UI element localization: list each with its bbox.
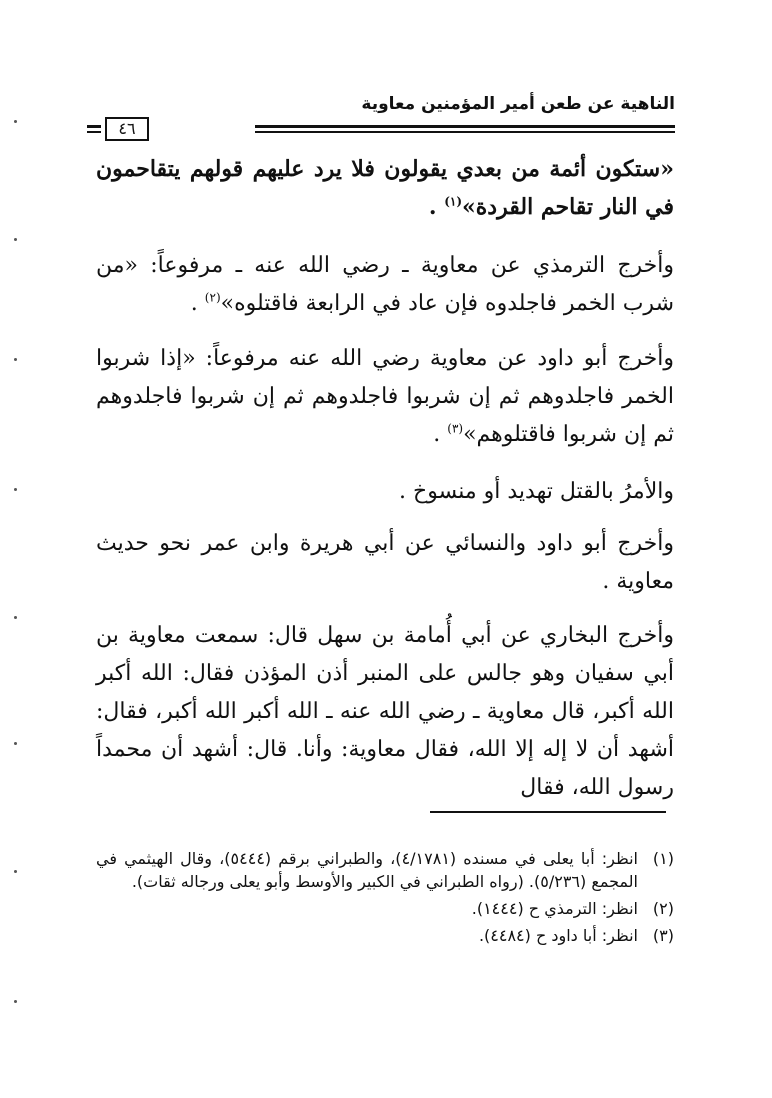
footnotes — [96, 847, 674, 951]
footnote-ref[interactable]: (٣) — [447, 421, 464, 436]
scan-speck — [14, 616, 17, 619]
paragraph-text: وأخرج أبو داود عن معاوية رضي الله عنه مرفوعاً: «إذا شربوا الخمر فاجلدوهم ثم إن شربوا فاجلدوهم ثم إن شربوا فاجلدوهم ثم إن شربوا فاقتلوهم» — [96, 346, 674, 447]
header-rule-secondary — [255, 131, 675, 133]
footnote-separator — [430, 811, 666, 813]
page-number: ٤٦ — [105, 117, 149, 141]
scan-speck — [14, 742, 17, 745]
paragraph-ruling: والأمرُ بالقتل تهديد أو منسوخ . — [399, 479, 674, 504]
footnote-number: (٣) — [652, 926, 674, 945]
scan-speck — [14, 488, 17, 491]
footnote-item — [96, 847, 674, 893]
footnote-number: (١) — [652, 849, 674, 868]
scan-speck — [14, 358, 17, 361]
running-header-title: الناهية عن طعن أمير المؤمنين معاوية — [361, 94, 675, 114]
header-rule — [255, 125, 675, 128]
scan-speck — [14, 1000, 17, 1003]
paragraph-bukhari: وأخرج البخاري عن أبي أُمامة بن سهل قال: سمعت معاوية بن أبي سفيان وهو جالس على المنبر أذن المؤذن فقال: الله أكبر الله أكبر، قال معاوية ـ رضي الله عنه ـ الله أكبر الله أكبر، فقال: أشهد أن لا إله إلا الله، فقال معاوية: وأنا. قال: أشهد أن محمداً رسول الله، فقال — [96, 623, 674, 800]
page-number-mark — [87, 125, 101, 128]
paragraph-text: «ستكون أئمة من بعدي يقولون فلا يرد عليهم قولهم يتقاحمون في النار تقاحم القردة» — [96, 156, 674, 220]
footnote-ref[interactable]: (٢) — [204, 290, 221, 305]
footnote-item — [96, 924, 674, 947]
paragraph-end: . — [190, 291, 205, 316]
footnote-text: انظر: أبا يعلى في مسنده (٤/١٧٨١)، والطبراني برقم (٥٤٤٤)، وقال الهيثمي في المجمع (٥/٢٣٦). (رواه الطبراني في الكبير والأوسط وأبو يعلى ورجاله ثقات). — [96, 849, 638, 891]
running-header — [95, 92, 675, 140]
paragraph-nasai: وأخرج أبو داود والنسائي عن أبي هريرة وابن عمر نحو حديث معاوية . — [96, 531, 674, 594]
paragraph-tirmidhi — [96, 247, 674, 323]
scan-speck — [14, 870, 17, 873]
paragraph-abu-dawud — [96, 340, 674, 454]
page-number-mark-secondary — [87, 131, 101, 133]
paragraph-end: . — [428, 194, 445, 220]
footnote-ref[interactable]: (١) — [444, 194, 463, 209]
paragraph-hadith-imams — [96, 150, 674, 226]
paragraph-end: . — [433, 422, 448, 447]
footnote-number: (٢) — [652, 899, 674, 918]
footnote-text: انظر: أبا داود ح (٤٤٨٤). — [478, 926, 638, 945]
scan-speck — [14, 120, 17, 123]
footnote-item — [96, 897, 674, 920]
scan-speck — [14, 238, 17, 241]
paragraph-text: وأخرج الترمذي عن معاوية ـ رضي الله عنه ـ مرفوعاً: «من شرب الخمر فاجلدوه فإن عاد في الرابعة فاقتلوه» — [96, 253, 674, 316]
footnote-text: انظر: الترمذي ح (١٤٤٤). — [471, 899, 638, 918]
